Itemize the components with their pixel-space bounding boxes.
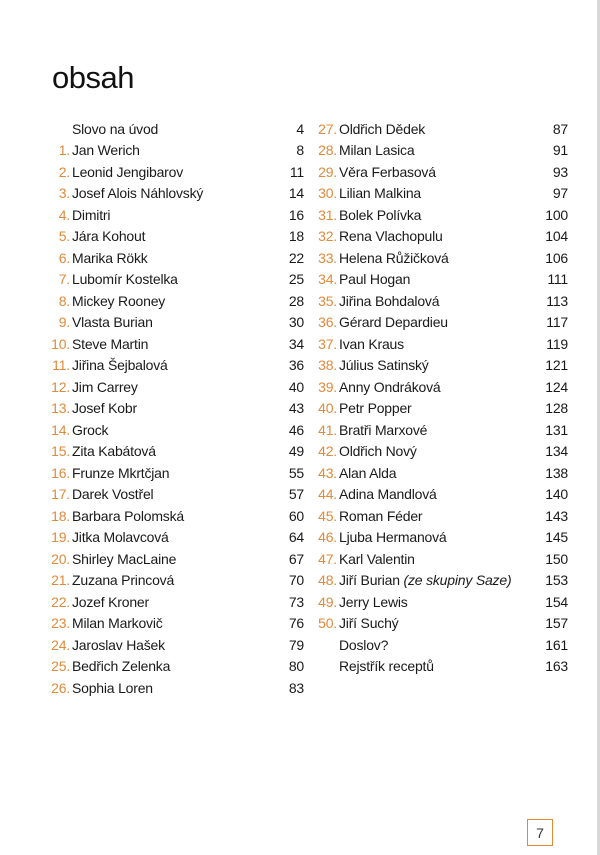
toc-entry-name xyxy=(72,185,264,201)
toc-entry xyxy=(316,527,568,549)
toc-entry-number: 16. xyxy=(51,464,70,481)
toc-right-column xyxy=(316,118,568,677)
toc-entry-name-text: Leonid Jengibarov xyxy=(72,163,184,180)
toc-entry xyxy=(316,376,568,398)
toc-entry-number: 45. xyxy=(318,507,337,524)
toc-entry xyxy=(316,140,568,162)
toc-entry-page: 49 xyxy=(288,443,304,460)
toc-entry-number: 2. xyxy=(58,163,70,180)
toc-entry xyxy=(316,333,568,355)
toc-entry-name xyxy=(339,594,528,610)
toc-entry-page: 106 xyxy=(545,249,568,266)
toc-entry-number: 46. xyxy=(318,529,337,546)
toc-entry-page: 43 xyxy=(288,400,304,417)
toc-entry-number: 33. xyxy=(318,249,337,266)
toc-entry-name-text: Ljuba Hermanová xyxy=(339,529,447,546)
toc-entry-page: 134 xyxy=(545,443,568,460)
toc-entry-name xyxy=(339,422,528,438)
toc-entry-number: 35. xyxy=(318,292,337,309)
toc-entry-page: 117 xyxy=(546,314,568,331)
toc-entry-name-text: Rena Vlachopulu xyxy=(339,228,443,245)
toc-entry-name xyxy=(72,164,264,180)
toc-entry-number: 28. xyxy=(318,142,337,159)
toc-entry-name xyxy=(339,228,528,244)
toc-entry-number: 25. xyxy=(51,658,70,675)
toc-entry xyxy=(316,355,568,377)
toc-entry-name-text: Jára Kohout xyxy=(72,228,146,245)
toc-entry-page: 22 xyxy=(288,249,304,266)
toc-entry-number: 48. xyxy=(318,572,337,589)
toc-entry-name xyxy=(72,680,264,696)
toc-entry-name xyxy=(339,121,528,137)
toc-entry xyxy=(316,204,568,226)
toc-entry xyxy=(316,505,568,527)
toc-entry-page: 34 xyxy=(288,335,304,352)
toc-entry-number: 18. xyxy=(51,507,70,524)
toc-entry xyxy=(48,140,304,162)
toc-entry xyxy=(48,634,304,656)
toc-entry-number: 39. xyxy=(318,378,337,395)
toc-entry-name xyxy=(339,529,528,545)
toc-entry-number: 47. xyxy=(318,550,337,567)
toc-entry-number: 12. xyxy=(51,378,70,395)
toc-entry-page: 124 xyxy=(545,378,568,395)
toc-entry-number: 37. xyxy=(318,335,337,352)
toc-entry-page: 150 xyxy=(545,550,568,567)
toc-entry-page: 161 xyxy=(545,636,568,653)
toc-entry-name xyxy=(72,465,264,481)
toc-entry xyxy=(48,204,304,226)
toc-entry-name xyxy=(339,357,528,373)
toc-entry-page: 64 xyxy=(288,529,304,546)
toc-entry-name-text: Barbara Polomská xyxy=(72,507,184,524)
toc-entry-name-text: Shirley MacLaine xyxy=(72,550,177,567)
toc-entry-name xyxy=(339,658,528,674)
toc-entry-name-text: Jozef Kroner xyxy=(72,593,149,610)
toc-entry-name xyxy=(339,164,528,180)
toc-entry-name xyxy=(339,314,528,330)
toc-entry-page: 111 xyxy=(547,271,568,288)
toc-entry-number: 34. xyxy=(318,271,337,288)
toc-entry-name-text: Lilian Malkina xyxy=(339,185,422,202)
page-number: 7 xyxy=(536,824,544,841)
toc-entry-name-text: Jiřina Šejbalová xyxy=(72,357,168,374)
toc-entry xyxy=(316,419,568,441)
toc-entry-number: 44. xyxy=(318,486,337,503)
toc-entry-page: 128 xyxy=(545,400,568,417)
toc-entry-page: 100 xyxy=(545,206,568,223)
toc-entry xyxy=(48,226,304,248)
toc-entry-number: 23. xyxy=(51,615,70,632)
toc-entry-name-text: Sophia Loren xyxy=(72,679,153,696)
toc-entry-page: 46 xyxy=(288,421,304,438)
toc-entry-name xyxy=(72,357,264,373)
toc-entry xyxy=(48,269,304,291)
toc-entry-name xyxy=(72,228,264,244)
toc-entry-number: 30. xyxy=(318,185,337,202)
toc-entry-name xyxy=(72,443,264,459)
toc-entry-name xyxy=(339,293,528,309)
toc-entry xyxy=(48,333,304,355)
toc-entry-page: 80 xyxy=(288,658,304,675)
toc-entry-name-text: Milan Lasica xyxy=(339,142,415,159)
toc-entry-page: 76 xyxy=(288,615,304,632)
toc-entry-number: 10. xyxy=(51,335,70,352)
page-number-box xyxy=(527,819,553,846)
toc-entry-name-text: Bolek Polívka xyxy=(339,206,422,223)
toc-entry-number: 5. xyxy=(58,228,70,245)
toc-entry xyxy=(316,591,568,613)
toc-entry-page: 97 xyxy=(552,185,568,202)
toc-entry xyxy=(48,548,304,570)
toc-entry-page: 18 xyxy=(288,228,304,245)
toc-entry-number: 27. xyxy=(318,120,337,137)
toc-entry-page: 4 xyxy=(296,120,304,137)
toc-entry xyxy=(48,570,304,592)
toc-entry-name-text: Mickey Rooney xyxy=(72,292,166,309)
toc-entry-name xyxy=(72,271,264,287)
toc-entry-name xyxy=(72,529,264,545)
toc-entry-name-text: Alan Alda xyxy=(339,464,397,481)
toc-entry-name xyxy=(339,336,528,352)
toc-entry-number: 7. xyxy=(58,271,70,288)
toc-entry xyxy=(316,570,568,592)
toc-entry xyxy=(48,591,304,613)
toc-entry-page: 93 xyxy=(552,163,568,180)
toc-entry-page: 91 xyxy=(552,142,568,159)
toc-entry-page: 73 xyxy=(288,593,304,610)
toc-entry-name-text: Dimitri xyxy=(72,206,111,223)
toc-entry-name-text: Jim Carrey xyxy=(72,378,138,395)
toc-entry xyxy=(48,613,304,635)
toc-entry xyxy=(316,656,568,678)
toc-entry-page: 11 xyxy=(289,163,304,180)
toc-entry-page: 30 xyxy=(288,314,304,331)
toc-entry-name-text: Oldřich Dědek xyxy=(339,120,426,137)
toc-entry-name xyxy=(339,185,528,201)
toc-entry-number: 19. xyxy=(51,529,70,546)
toc-entry-name xyxy=(72,314,264,330)
toc-entry-page: 40 xyxy=(288,378,304,395)
toc-entry-name-text: Zita Kabátová xyxy=(72,443,156,460)
toc-entry-name xyxy=(72,637,264,653)
toc-entry-page: 145 xyxy=(545,529,568,546)
toc-entry-name xyxy=(339,508,528,524)
toc-entry xyxy=(316,484,568,506)
toc-entry-name xyxy=(72,486,264,502)
toc-entry-name xyxy=(339,207,528,223)
toc-entry xyxy=(316,548,568,570)
toc-entry-name-text: Milan Markovič xyxy=(72,615,163,632)
toc-entry xyxy=(316,269,568,291)
toc-entry-page: 154 xyxy=(545,593,568,610)
toc-entry-page: 87 xyxy=(552,120,568,137)
toc-entry-page: 163 xyxy=(545,658,568,675)
toc-entry-name xyxy=(72,400,264,416)
toc-entry-name-text: Ivan Kraus xyxy=(339,335,404,352)
toc-entry-name xyxy=(339,250,528,266)
toc-entry-page: 119 xyxy=(546,335,568,352)
toc-entry-name-text: Rejstřík receptů xyxy=(339,658,434,675)
toc-entry-name-text: Jerry Lewis xyxy=(339,593,408,610)
toc-entry-number: 22. xyxy=(51,593,70,610)
toc-entry-number: 41. xyxy=(318,421,337,438)
toc-entry-number: 17. xyxy=(51,486,70,503)
toc-entry xyxy=(48,398,304,420)
toc-entry-page: 55 xyxy=(288,464,304,481)
toc-entry-name xyxy=(339,572,528,588)
toc-entry-name xyxy=(339,637,528,653)
toc-entry xyxy=(48,677,304,699)
toc-entry-number: 20. xyxy=(51,550,70,567)
toc-entry-name-text: Paul Hogan xyxy=(339,271,411,288)
toc-entry-number: 8. xyxy=(58,292,70,309)
toc-entry-page: 57 xyxy=(288,486,304,503)
toc-entry xyxy=(316,441,568,463)
toc-entry-name-text: Bedřich Zelenka xyxy=(72,658,171,675)
toc-entry-page: 36 xyxy=(288,357,304,374)
toc-entry-name xyxy=(72,572,264,588)
toc-entry-name xyxy=(339,486,528,502)
toc-entry-number: 21. xyxy=(51,572,70,589)
toc-entry-number: 9. xyxy=(58,314,70,331)
toc-entry-name-text: Gérard Depardieu xyxy=(339,314,448,331)
toc-entry-name-text: Steve Martin xyxy=(72,335,149,352)
toc-entry-number: 6. xyxy=(58,249,70,266)
toc-entry xyxy=(48,656,304,678)
toc-entry-name xyxy=(339,551,528,567)
toc-entry-name-text: Zuzana Princová xyxy=(72,572,175,589)
toc-entry xyxy=(48,527,304,549)
toc-entry-page: 14 xyxy=(288,185,304,202)
toc-entry-name xyxy=(72,422,264,438)
toc-entry-number: 14. xyxy=(51,421,70,438)
toc-entry-name-text: Július Satinský xyxy=(339,357,429,374)
toc-entry xyxy=(48,161,304,183)
toc-entry-name-text: Karl Valentin xyxy=(339,550,415,567)
toc-entry xyxy=(316,312,568,334)
toc-entry-name-text: Jitka Molavcová xyxy=(72,529,169,546)
toc-entry-name xyxy=(72,142,264,158)
toc-entry xyxy=(316,462,568,484)
toc-entry-number: 24. xyxy=(51,636,70,653)
toc-entry-name-text: Jan Werich xyxy=(72,142,140,159)
toc-entry xyxy=(48,484,304,506)
toc-entry-page: 104 xyxy=(545,228,568,245)
toc-entry-name xyxy=(72,293,264,309)
toc-entry xyxy=(316,118,568,140)
toc-entry-page: 28 xyxy=(288,292,304,309)
toc-entry-page: 143 xyxy=(545,507,568,524)
toc-entry-name xyxy=(72,508,264,524)
toc-entry-name xyxy=(339,142,528,158)
toc-entry-page: 70 xyxy=(288,572,304,589)
toc-entry-number: 38. xyxy=(318,357,337,374)
toc-entry-name xyxy=(72,658,264,674)
toc-entry-name xyxy=(72,379,264,395)
toc-entry-page: 8 xyxy=(296,142,304,159)
page-title: obsah xyxy=(52,60,134,95)
toc-entry-name xyxy=(339,615,528,631)
toc-entry-name-text: Marika Rökk xyxy=(72,249,148,266)
toc-entry-name xyxy=(339,379,528,395)
toc-entry xyxy=(48,505,304,527)
toc-entry-number: 43. xyxy=(318,464,337,481)
toc-entry xyxy=(48,290,304,312)
toc-entry-number: 13. xyxy=(51,400,70,417)
toc-entry-number: 26. xyxy=(51,679,70,696)
toc-entry-name xyxy=(339,271,528,287)
toc-entry xyxy=(316,398,568,420)
toc-entry xyxy=(48,441,304,463)
toc-entry-name xyxy=(339,400,528,416)
toc-entry xyxy=(48,462,304,484)
toc-entry-page: 60 xyxy=(288,507,304,524)
toc-entry xyxy=(316,226,568,248)
toc-entry-number: 3. xyxy=(58,185,70,202)
toc-entry-name xyxy=(72,207,264,223)
toc-entry-number: 29. xyxy=(318,163,337,180)
toc-entry-number: 11. xyxy=(52,357,70,374)
toc-entry-name-text: Jiřina Bohdalová xyxy=(339,292,440,309)
toc-entry-name xyxy=(339,465,528,481)
toc-entry-name-text: Grock xyxy=(72,421,109,438)
toc-entry xyxy=(48,183,304,205)
toc-entry-number: 32. xyxy=(318,228,337,245)
toc-entry-name-text: Oldřich Nový xyxy=(339,443,417,460)
toc-entry-page: 67 xyxy=(288,550,304,567)
toc-entry-number: 36. xyxy=(318,314,337,331)
toc-entry xyxy=(48,376,304,398)
toc-entry-number: 15. xyxy=(51,443,70,460)
toc-entry-number: 49. xyxy=(318,593,337,610)
toc-entry-name-text: Lubomír Kostelka xyxy=(72,271,178,288)
toc-entry-name-text: Petr Popper xyxy=(339,400,412,417)
toc-entry-name-text: Adina Mandlová xyxy=(339,486,437,503)
toc-entry-page: 79 xyxy=(288,636,304,653)
toc-entry xyxy=(48,355,304,377)
toc-entry-name-text: Jiří Burian xyxy=(339,572,400,589)
toc-entry-number: 50. xyxy=(318,615,337,632)
toc-entry-number: 31. xyxy=(318,206,337,223)
toc-entry-page: 25 xyxy=(288,271,304,288)
toc-entry-number: 42. xyxy=(318,443,337,460)
toc-entry xyxy=(316,613,568,635)
toc-entry xyxy=(316,183,568,205)
toc-entry-page: 83 xyxy=(288,679,304,696)
toc-entry xyxy=(316,161,568,183)
toc-entry-name-text: Helena Růžičková xyxy=(339,249,449,266)
toc-entry-name-text: Roman Féder xyxy=(339,507,423,524)
toc-entry-page: 113 xyxy=(546,292,568,309)
toc-entry-page: 138 xyxy=(545,464,568,481)
toc-entry-page: 157 xyxy=(545,615,568,632)
toc-entry-page: 121 xyxy=(545,357,568,374)
toc-entry-page: 131 xyxy=(545,421,568,438)
toc-entry-name-text: Vlasta Burian xyxy=(72,314,153,331)
toc-entry-name xyxy=(72,594,264,610)
toc-entry-name xyxy=(72,121,264,137)
toc-entry-name xyxy=(72,250,264,266)
toc-entry xyxy=(48,118,304,140)
toc-entry-name-text: Anny Ondráková xyxy=(339,378,441,395)
toc-entry-number: 4. xyxy=(58,206,70,223)
toc-entry xyxy=(316,290,568,312)
toc-entry-page: 16 xyxy=(288,206,304,223)
toc-entry-name xyxy=(72,615,264,631)
toc-entry-name-text: Josef Kobr xyxy=(72,400,137,417)
toc-entry-number: 1. xyxy=(58,142,70,159)
toc-entry-name-text: Darek Vostřel xyxy=(72,486,154,503)
toc-entry xyxy=(48,419,304,441)
toc-entry-name-text: Věra Ferbasová xyxy=(339,163,436,180)
toc-entry-name xyxy=(339,443,528,459)
toc-entry-page: 140 xyxy=(545,486,568,503)
toc-entry xyxy=(316,634,568,656)
toc-entry-number: 40. xyxy=(318,400,337,417)
toc-entry-name-text: Slovo na úvod xyxy=(72,120,159,137)
toc-entry-name-text: Jaroslav Hašek xyxy=(72,636,165,653)
toc-entry-name xyxy=(72,551,264,567)
toc-entry xyxy=(48,247,304,269)
toc-entry-page: 153 xyxy=(545,572,568,589)
toc-entry-name-text: Josef Alois Náhlovský xyxy=(72,185,204,202)
toc-entry xyxy=(316,247,568,269)
toc-entry-name xyxy=(72,336,264,352)
toc-entry xyxy=(48,312,304,334)
toc-entry-name-text: Doslov? xyxy=(339,636,389,653)
toc-entry-name-extra: (ze skupiny Saze) xyxy=(403,572,512,589)
toc-entry-name-text: Bratři Marxové xyxy=(339,421,428,438)
toc-entry-name-text: Frunze Mkrtčjan xyxy=(72,464,170,481)
toc-entry-name-text: Jiří Suchý xyxy=(339,615,399,632)
toc-left-column xyxy=(48,118,304,699)
